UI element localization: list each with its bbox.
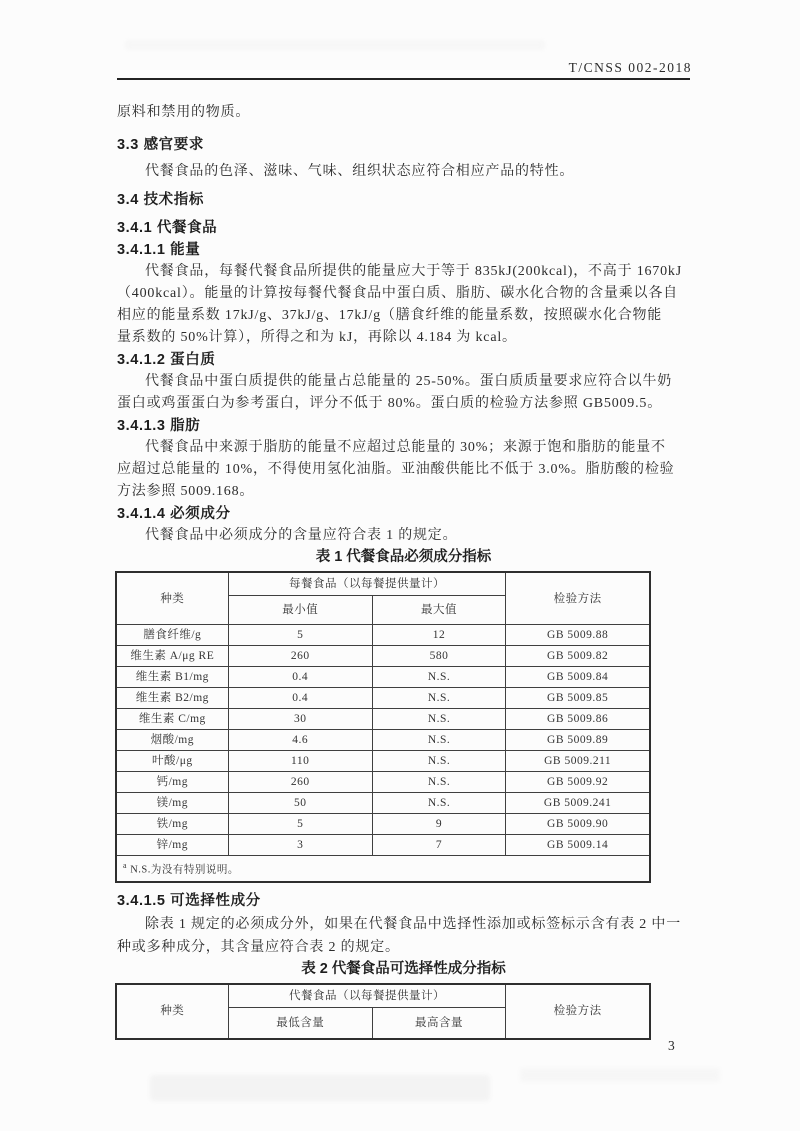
row-name: 叶酸/μg [116, 751, 228, 772]
row-method: GB 5009.84 [506, 667, 650, 688]
section-heading-3-4-1-2: 3.4.1.2 蛋白质 [117, 352, 216, 368]
paragraph-line: 代餐食品，每餐代餐食品所提供的能量应大于等于 835kJ(200kcal)，不高于 1670kJ [145, 264, 682, 279]
row-min: 3 [228, 835, 372, 856]
row-min: 110 [228, 751, 372, 772]
row-method: GB 5009.90 [506, 814, 650, 835]
content-column [117, 102, 690, 1040]
footnote-marker: a [123, 861, 128, 870]
table1-header-max: 最大值 [372, 596, 506, 625]
table2-header-group: 代餐食品（以每餐提供量计） [228, 984, 506, 1008]
row-max: N.S. [372, 772, 506, 793]
paragraph-line: 种或多种成分，其含量应符合表 2 的规定。 [117, 939, 400, 955]
section-heading-3-4-1-4: 3.4.1.4 必须成分 [117, 506, 231, 522]
row-method: GB 5009.86 [506, 709, 650, 730]
table1-header-method: 检验方法 [506, 572, 650, 625]
row-method: GB 5009.85 [506, 688, 650, 709]
row-name: 维生素 C/mg [116, 709, 228, 730]
row-method: GB 5009.89 [506, 730, 650, 751]
row-min: 5 [228, 814, 372, 835]
paragraph-line: 除表 1 规定的必须成分外，如果在代餐食品中选择性添加或标签标示含有表 2 中一 [145, 916, 681, 932]
table2-header-max: 最高含量 [372, 1007, 506, 1039]
section-heading-3-4-1: 3.4.1 代餐食品 [117, 220, 218, 236]
scan-ghost-artifact [125, 40, 545, 50]
table1-footnote [116, 856, 650, 882]
table-row [116, 688, 650, 709]
table-row [116, 772, 650, 793]
table2-header-min: 最低含量 [228, 1007, 372, 1039]
table2-title: 表 2 代餐食品可选择性成分指标 [301, 960, 506, 977]
table-row [116, 667, 650, 688]
row-name: 镁/mg [116, 793, 228, 814]
table-row [116, 646, 650, 667]
table1-required-components [115, 571, 651, 883]
section-heading-3-3: 3.3 感官要求 [117, 137, 204, 153]
section-heading-3-4-1-5: 3.4.1.5 可选择性成分 [117, 892, 261, 909]
paragraph-line: 蛋白或鸡蛋蛋白为参考蛋白，评分不低于 80%。蛋白质的检验方法参照 GB5009.5。 [117, 396, 663, 411]
row-min: 260 [228, 646, 372, 667]
row-max: 12 [372, 625, 506, 646]
row-min: 0.4 [228, 688, 372, 709]
table-row [116, 625, 650, 646]
table1-header-group: 每餐食品（以每餐提供量计） [228, 572, 506, 596]
row-min: 50 [228, 793, 372, 814]
paragraph-line: 量系数的 50%计算），所得之和为 kJ，再除以 4.184 为 kcal。 [117, 330, 517, 345]
row-max: N.S. [372, 688, 506, 709]
paragraph-line: （400kcal）。能量的计算按每餐代餐食品中蛋白质、脂肪、碳水化合物的含量乘以各自 [117, 286, 678, 301]
row-method: GB 5009.82 [506, 646, 650, 667]
page-number: 3 [668, 1038, 675, 1053]
section-heading-3-4-1-1: 3.4.1.1 能量 [117, 242, 201, 258]
table-row [116, 709, 650, 730]
table-row [116, 835, 650, 856]
table1-header-min: 最小值 [228, 596, 372, 625]
row-name: 烟酸/mg [116, 730, 228, 751]
table1-title: 表 1 代餐食品必须成分指标 [315, 549, 492, 565]
row-max: N.S. [372, 730, 506, 751]
row-min: 0.4 [228, 667, 372, 688]
row-min: 4.6 [228, 730, 372, 751]
paragraph-line: 方法参照 5009.168。 [117, 484, 255, 499]
section-heading-3-4-1-3: 3.4.1.3 脂肪 [117, 418, 201, 434]
row-max: N.S. [372, 793, 506, 814]
table1-header-category: 种类 [116, 572, 228, 625]
scan-ghost-artifact [520, 1068, 720, 1082]
table-row [116, 751, 650, 772]
row-max: N.S. [372, 667, 506, 688]
row-name: 锌/mg [116, 835, 228, 856]
paragraph-line: 应超过总能量的 10%，不得使用氢化油脂。亚油酸供能比不低于 3.0%。脂肪酸的检验 [117, 462, 675, 477]
table1-footnote-row [116, 856, 650, 882]
row-method: GB 5009.14 [506, 835, 650, 856]
paragraph-line: 原料和禁用的物质。 [117, 105, 251, 120]
doc-code: T/CNSS 002-2018 [568, 60, 692, 75]
row-min: 30 [228, 709, 372, 730]
table2-optional-components [115, 983, 651, 1040]
row-method: GB 5009.211 [506, 751, 650, 772]
table-row [116, 793, 650, 814]
row-name: 膳食纤维/g [116, 625, 228, 646]
row-max: N.S. [372, 751, 506, 772]
table-row [116, 814, 650, 835]
paragraph-line: 代餐食品中来源于脂肪的能量不应超过总能量的 30%；来源于饱和脂肪的能量不 [145, 440, 666, 455]
row-name: 维生素 B2/mg [116, 688, 228, 709]
scan-ghost-artifact [150, 1075, 490, 1101]
row-name: 维生素 B1/mg [116, 667, 228, 688]
paragraph-line: 代餐食品中必须成分的含量应符合表 1 的规定。 [145, 528, 458, 543]
row-name: 铁/mg [116, 814, 228, 835]
row-max: N.S. [372, 709, 506, 730]
row-method: GB 5009.241 [506, 793, 650, 814]
footnote-text: N.S.为没有特别说明。 [127, 864, 239, 876]
paragraph-line: 相应的能量系数 17kJ/g、37kJ/g、17kJ/g（膳食纤维的能量系数，按照碳水化合物能 [117, 308, 663, 323]
row-max: 580 [372, 646, 506, 667]
table-row [116, 730, 650, 751]
paragraph-line: 代餐食品的色泽、滋味、气味、组织状态应符合相应产品的特性。 [145, 164, 575, 179]
row-name: 维生素 A/μg RE [116, 646, 228, 667]
row-max: 9 [372, 814, 506, 835]
table2-header-method: 检验方法 [506, 984, 650, 1039]
row-max: 7 [372, 835, 506, 856]
table2-header-category: 种类 [116, 984, 228, 1039]
section-heading-3-4: 3.4 技术指标 [117, 192, 204, 208]
row-method: GB 5009.88 [506, 625, 650, 646]
row-min: 260 [228, 772, 372, 793]
row-method: GB 5009.92 [506, 772, 650, 793]
paragraph-line: 代餐食品中蛋白质提供的能量占总能量的 25-50%。蛋白质质量要求应符合以牛奶 [145, 374, 673, 389]
header-rule [117, 78, 690, 80]
row-name: 钙/mg [116, 772, 228, 793]
row-min: 5 [228, 625, 372, 646]
